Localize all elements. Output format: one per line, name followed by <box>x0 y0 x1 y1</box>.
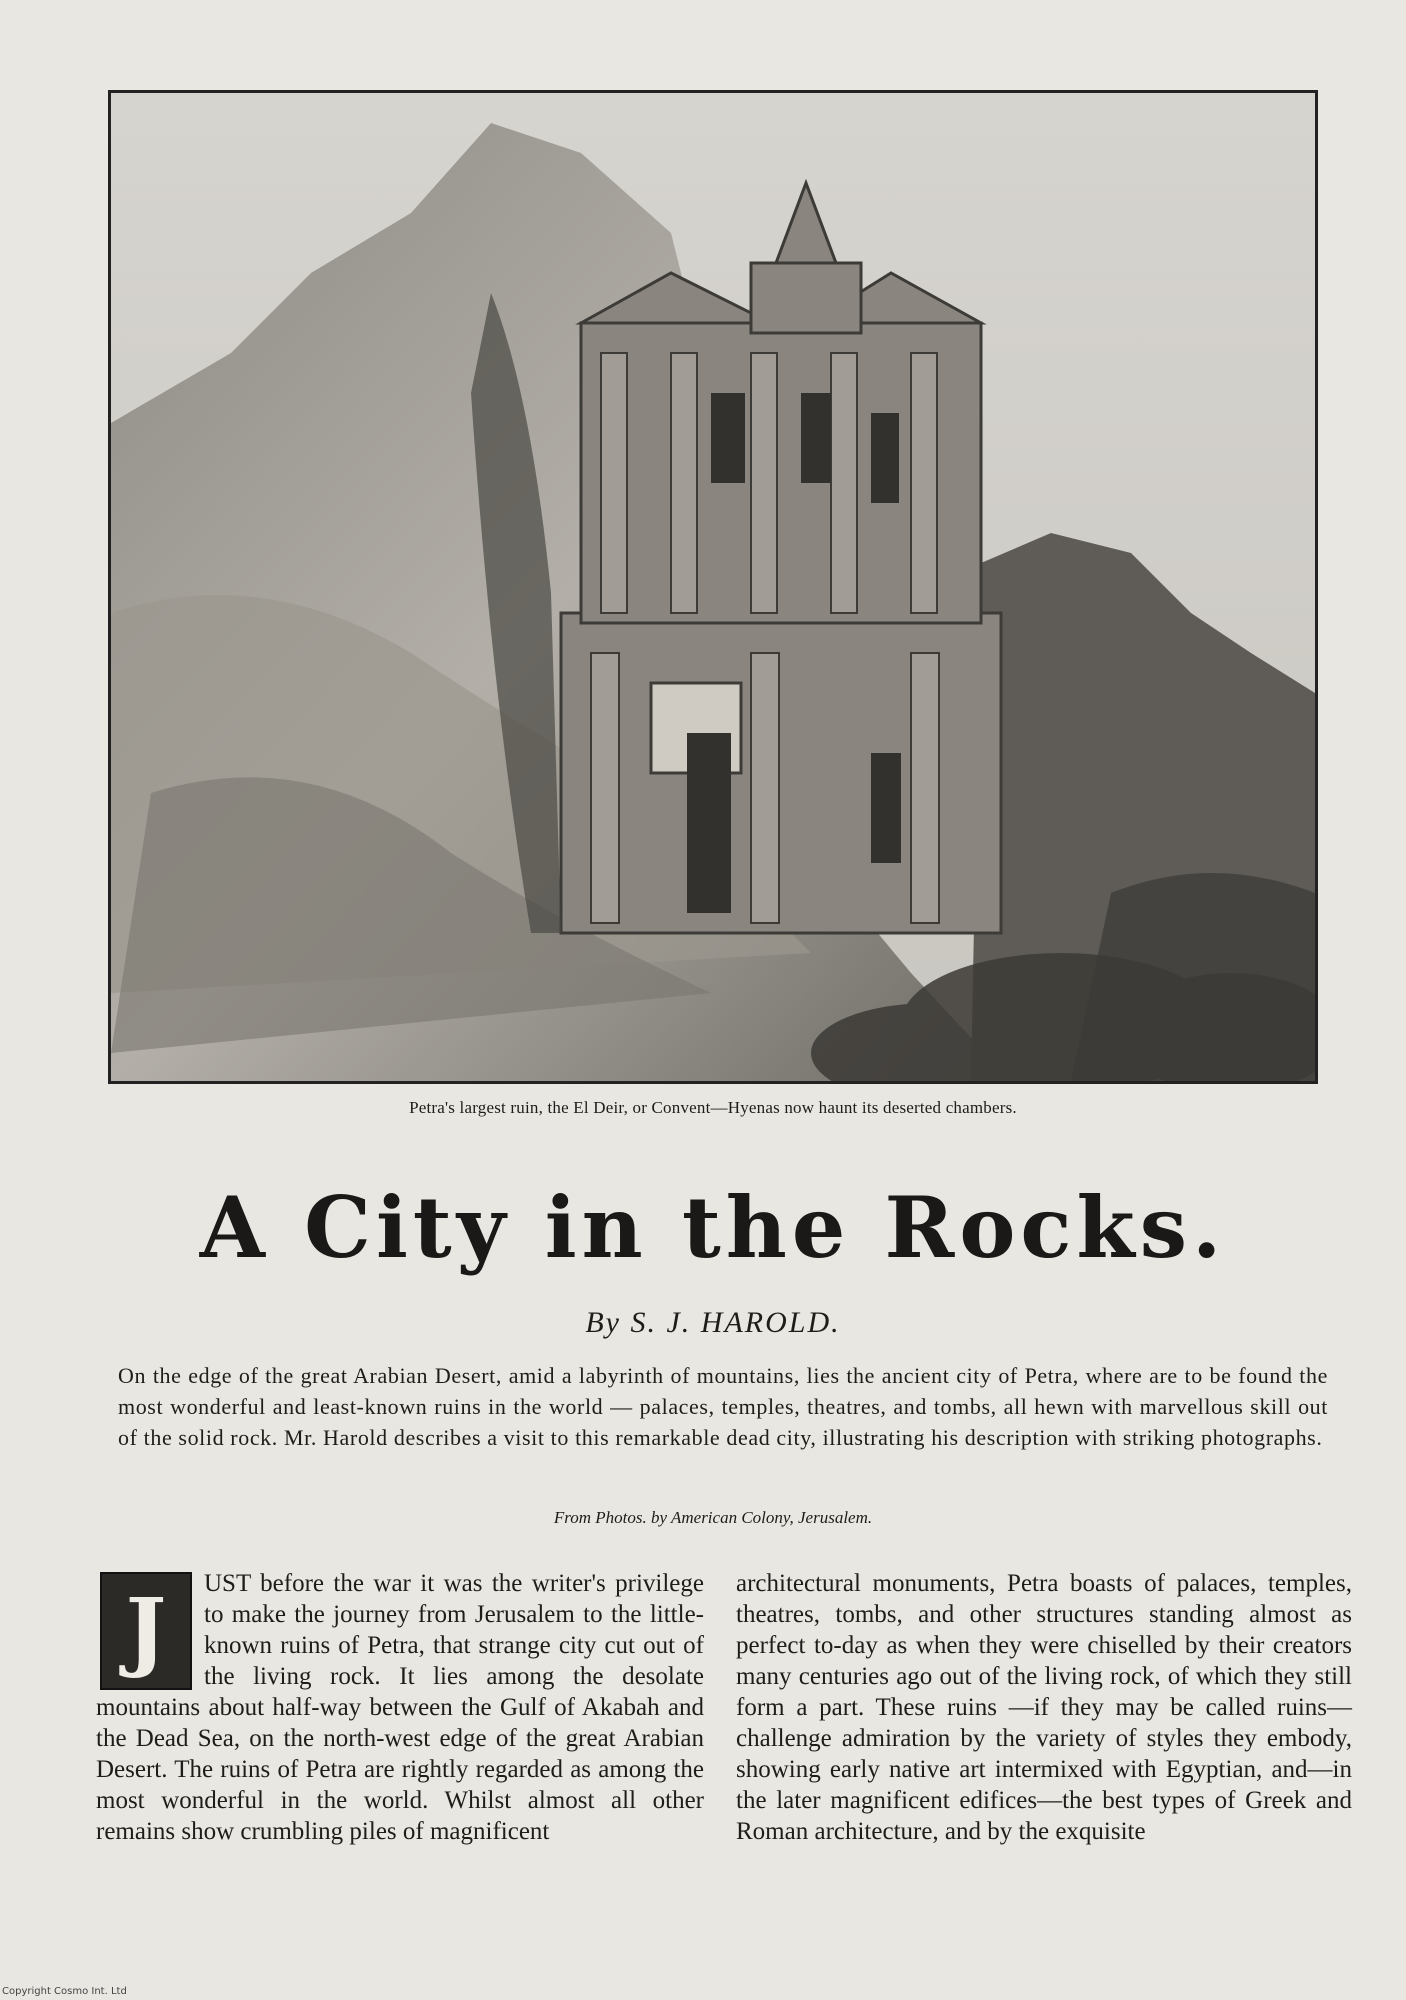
article-intro: On the edge of the great Arabian Desert, amid a labyrinth of mountains, lies the ancient city of Petra, where are to be found the most wonderful and least-known ruins in the world — palaces, temples, theatres, and tombs, all hewn with marvellous skill out of the solid rock. Mr. Harold describes a visit to this remarkable dead city, illustrating his description with striking photographs. <box>118 1363 1328 1450</box>
photo-credit: From Photos. by American Colony, Jerusalem. <box>553 1508 873 1527</box>
petra-photo-illustration <box>111 93 1315 1081</box>
left-column <box>96 1568 704 1847</box>
copyright-notice: Copyright Cosmo Int. Ltd <box>2 1986 127 1997</box>
article-title: A City in the Rocks. <box>199 1178 1227 1277</box>
photo-el-deir <box>108 90 1318 1084</box>
article-byline: By S. J. HAROLD. <box>585 1306 841 1339</box>
left-column-text: UST before the war it was the writer's privilege to make the journey from Jerusalem to the little-known ruins of Petra, that strange city cut out of the living rock. It lies among the desolate mountains about half-way between the Gulf of Akabah and the Dead Sea, on the north-west edge of the great Arabian Desert. The ruins of Petra are rightly regarded as among the most wonderful in the world. Whilst almost all other remains show crumbling piles of magnificent <box>96 1570 704 1845</box>
right-column: architectural monuments, Petra boasts of palaces, temples, theatres, tombs, and other structures standing almost as perfect to-day as when they were chiselled by their creators many centuries ago out of the living rock, of which they still form a part. These ruins —if they may be called ruins—challenge admiration by the variety of styles they embody, showing early native art intermixed with Egyptian, and—in the later magnificent edifices—the best types of Greek and Roman architecture, and by the exquisite <box>736 1570 1352 1845</box>
drop-cap: J <box>100 1572 192 1690</box>
photo-caption: Petra's largest ruin, the El Deir, or Convent—Hyenas now haunt its deserted chambers. <box>409 1098 1017 1117</box>
